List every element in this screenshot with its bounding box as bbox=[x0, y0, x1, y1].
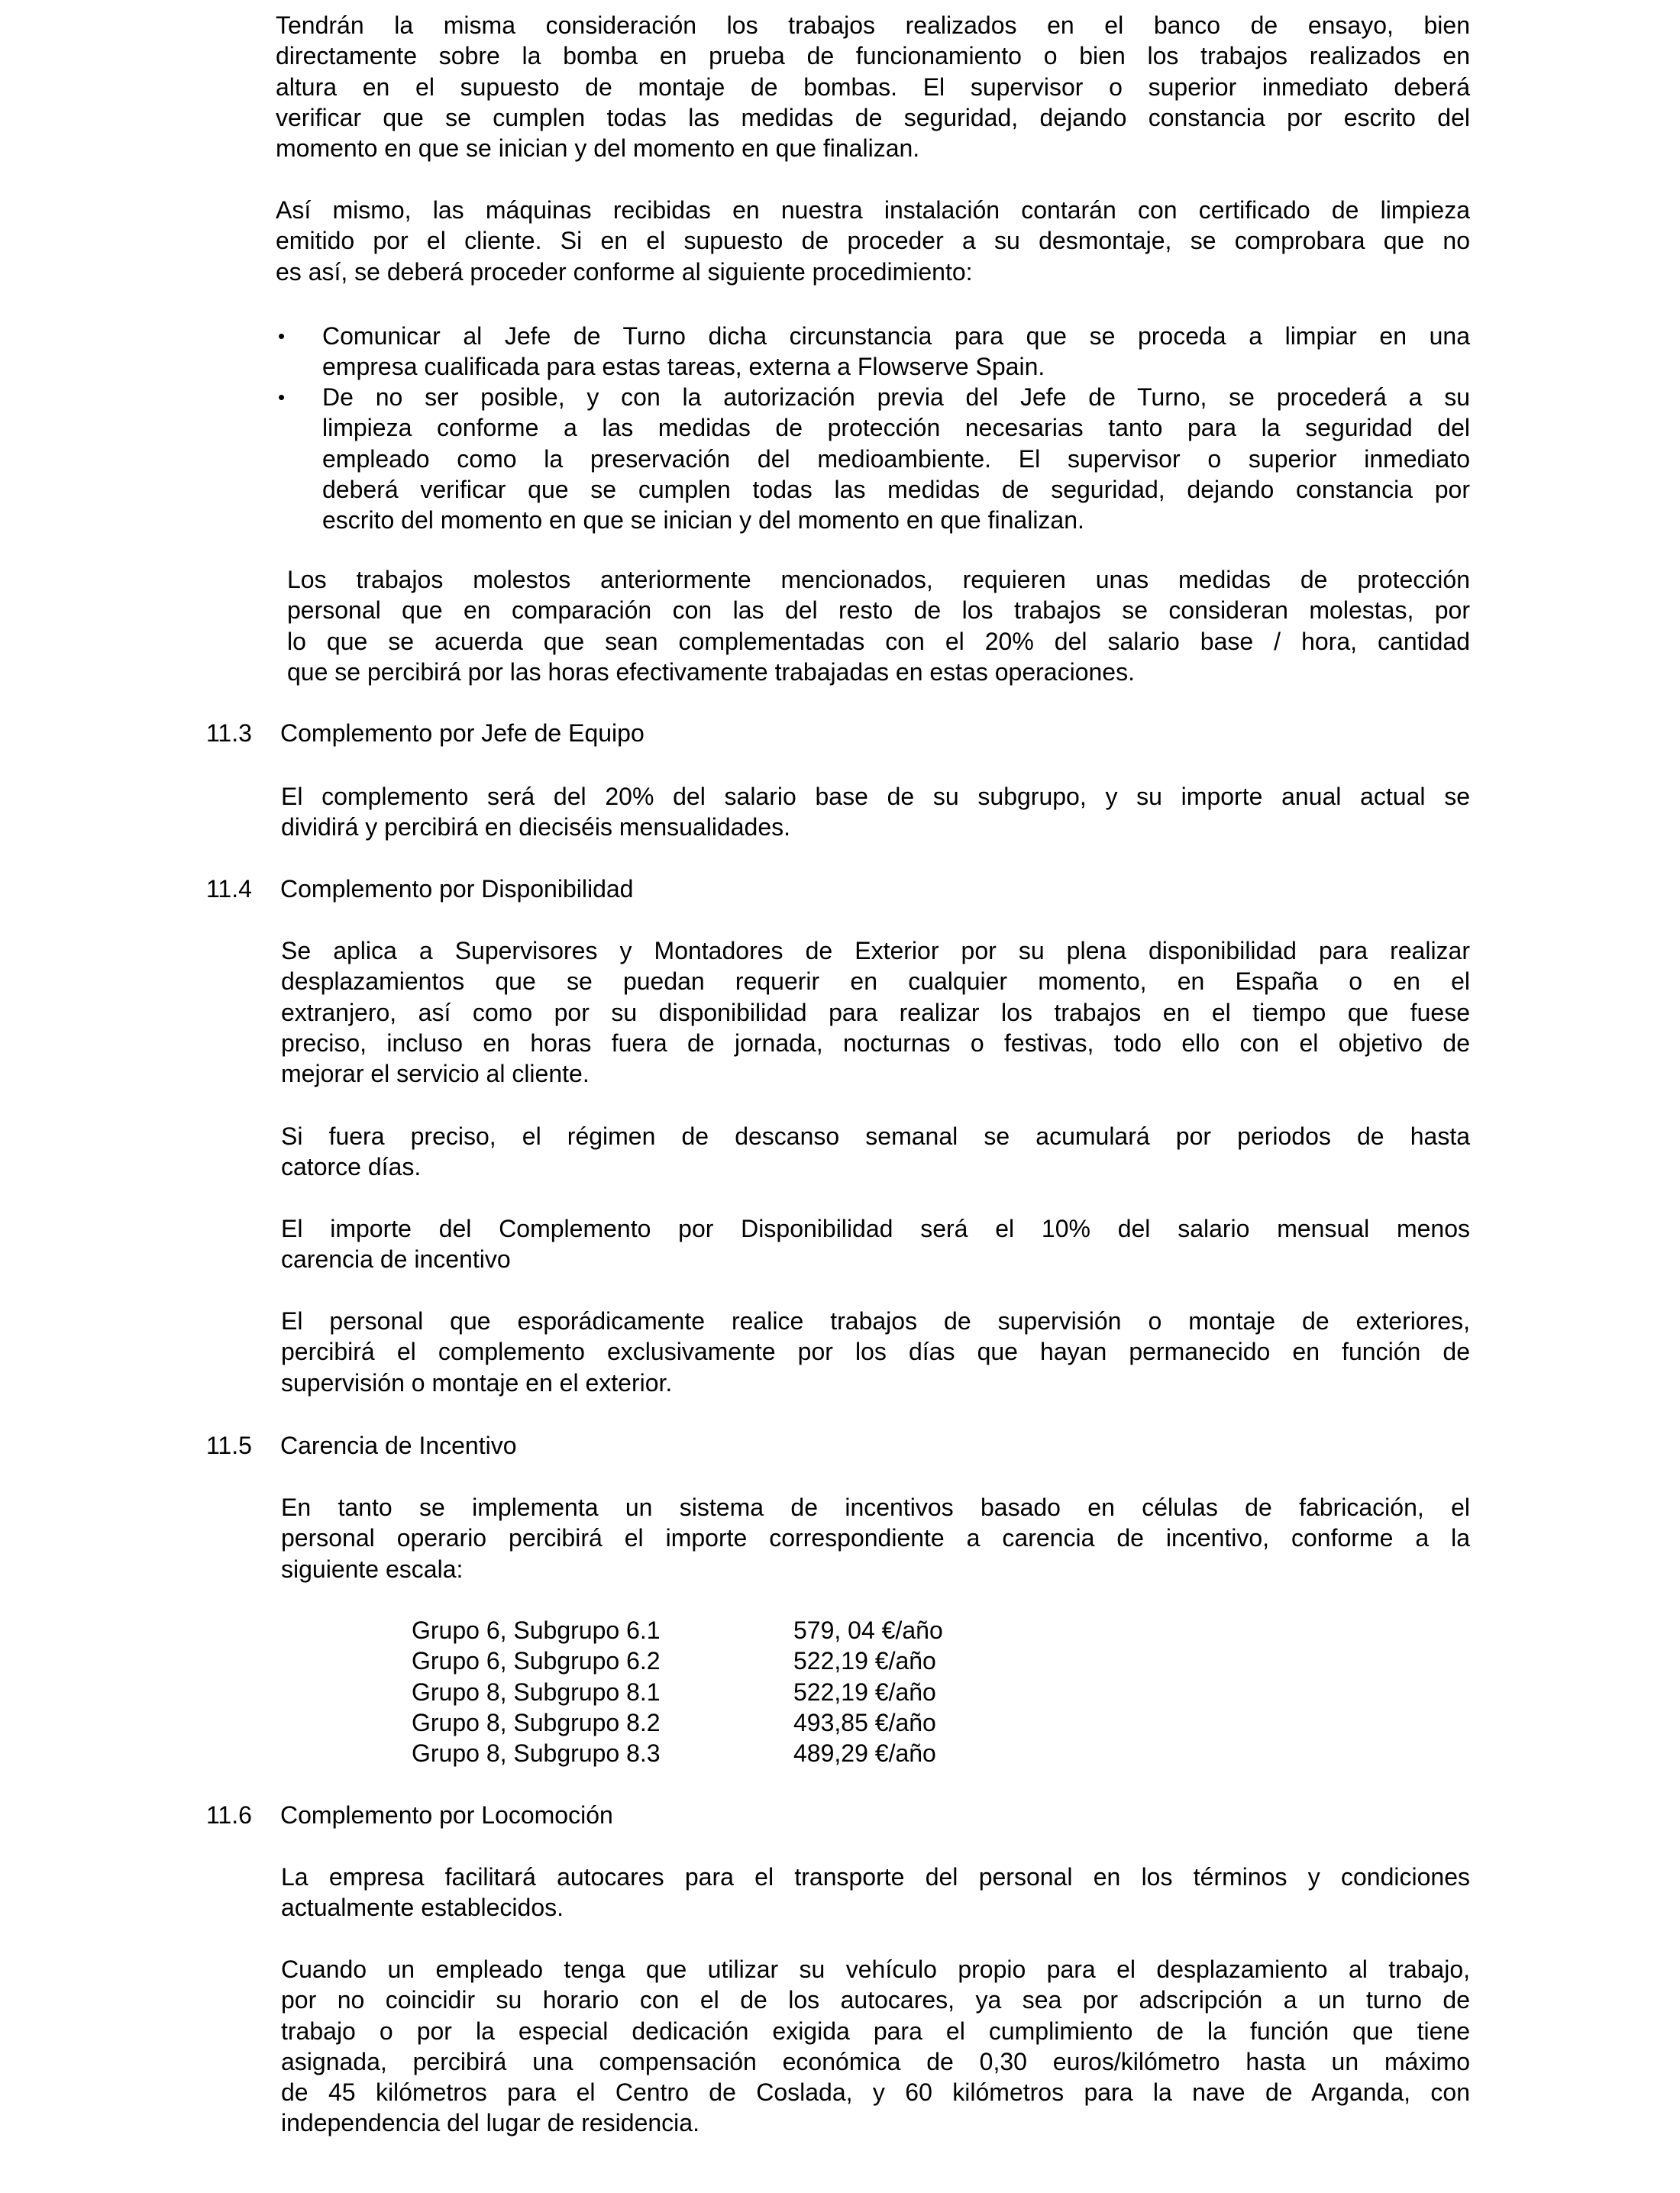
table-row bbox=[412, 1707, 1023, 1738]
subgroup-label: Grupo 6, Subgrupo 6.2 bbox=[412, 1647, 661, 1675]
amount-value: 489,29 €/año bbox=[793, 1739, 936, 1768]
text-line: Tendrán la misma consideración los trabajos realizados en el banco de ensayo, bien bbox=[276, 11, 1470, 39]
paragraph-jefe-equipo bbox=[281, 781, 1470, 843]
section-number: 11.6 bbox=[206, 1801, 252, 1829]
text-line: que se percibirá por las horas efectivamente trabajadas en estas operaciones. bbox=[287, 657, 1135, 686]
text-line: Los trabajos molestos anteriormente mencionados, requieren unas medidas de protección bbox=[287, 566, 1470, 593]
text-line: mejorar el servicio al cliente. bbox=[281, 1060, 590, 1088]
text-line: momento en que se inician y del momento en que finalizan. bbox=[276, 134, 920, 163]
bullet-item-comunicar bbox=[322, 321, 1470, 383]
subgroup-label: Grupo 8, Subgrupo 8.2 bbox=[412, 1708, 661, 1736]
text-line: es así, se deberá proceder conforme al siguiente procedimiento: bbox=[276, 257, 973, 286]
text-line: dividirá y percibirá en dieciséis mensualidades. bbox=[281, 813, 790, 841]
text-line: La empresa facilitará autocares para el transporte del personal en los términos y condiciones bbox=[281, 1863, 1470, 1891]
amount-value: 579, 04 €/año bbox=[793, 1616, 943, 1644]
table-row bbox=[412, 1677, 1023, 1707]
table-row bbox=[412, 1615, 1023, 1646]
amount-value: 522,19 €/año bbox=[793, 1678, 936, 1706]
text-line: empleado como la preservación del medioambiente. El supervisor o superior inmediato bbox=[322, 444, 1470, 473]
text-line: En tanto se implementa un sistema de incentivos basado en células de fabricación, el bbox=[281, 1494, 1470, 1521]
bullet-item-limpieza bbox=[322, 382, 1470, 535]
paragraph-maquinas-certificado bbox=[276, 195, 1470, 287]
text-line: por no coincidir su horario con el de los autocares, ya sea por adscripción a un turno de bbox=[281, 1986, 1470, 2014]
text-line: asignada, percibirá una compensación económica de 0,30 euros/kilómetro hasta un máximo bbox=[281, 2047, 1470, 2075]
paragraph-carencia-incentivo bbox=[281, 1492, 1470, 1584]
text-line: Así mismo, las máquinas recibidas en nuestra instalación contarán con certificado de limpieza bbox=[276, 196, 1470, 224]
text-line: El importe del Complemento por Disponibilidad será el 10% del salario mensual menos bbox=[281, 1215, 1470, 1242]
bullet-icon: • bbox=[278, 386, 286, 409]
paragraph-disponibilidad-3 bbox=[281, 1213, 1470, 1275]
paragraph-trabajos-molestos bbox=[287, 564, 1470, 687]
text-line: supervisión o montaje en el exterior. bbox=[281, 1368, 673, 1397]
section-title: Complemento por Disponibilidad bbox=[280, 875, 634, 903]
text-line: personal que en comparación con las del resto de los trabajos se consideran molestas, por bbox=[287, 596, 1470, 625]
incentive-scale-table bbox=[412, 1615, 1023, 1768]
subgroup-label: Grupo 8, Subgrupo 8.1 bbox=[412, 1678, 661, 1706]
text-line: carencia de incentivo bbox=[281, 1245, 511, 1274]
text-line: emitido por el cliente. Si en el supuesto de proceder a su desmontaje, se comprobara que no bbox=[276, 227, 1470, 255]
text-line: lo que se acuerda que sean complementadas con el 20% del salario base / hora, cantidad bbox=[287, 627, 1470, 655]
text-line: preciso, incluso en horas fuera de jornada, nocturnas o festivas, todo ello con el objetivo de bbox=[281, 1029, 1470, 1057]
paragraph-disponibilidad-2 bbox=[281, 1121, 1470, 1183]
paragraph-vehiculo-propio bbox=[281, 1954, 1470, 2139]
section-number: 11.4 bbox=[206, 875, 252, 903]
text-line: siguiente escala: bbox=[281, 1555, 464, 1583]
text-line: empresa cualificada para estas tareas, externa a Flowserve Spain. bbox=[322, 353, 1045, 381]
text-line: El complemento será del 20% del salario base de su subgrupo, y su importe anual actual se bbox=[281, 783, 1470, 810]
text-line: personal operario percibirá el importe correspondiente a carencia de incentivo, conforme a la bbox=[281, 1524, 1470, 1552]
paragraph-autocares bbox=[281, 1862, 1470, 1923]
text-line: extranjero, así como por su disponibilidad para realizar los trabajos en el tiempo que fuese bbox=[281, 998, 1470, 1026]
text-line: percibirá el complemento exclusivamente por los días que hayan permanecido en función de bbox=[281, 1338, 1470, 1366]
paragraph-trabajos-banco-ensayo bbox=[276, 10, 1470, 163]
subgroup-label: Grupo 6, Subgrupo 6.1 bbox=[412, 1616, 661, 1644]
table-row bbox=[412, 1646, 1023, 1676]
amount-value: 493,85 €/año bbox=[793, 1708, 936, 1736]
section-number: 11.5 bbox=[206, 1432, 252, 1459]
text-line: independencia del lugar de residencia. bbox=[281, 2109, 699, 2137]
text-line: limpieza conforme a las medidas de protección necesarias tanto para la seguridad del bbox=[322, 414, 1470, 442]
amount-value: 522,19 €/año bbox=[793, 1647, 936, 1675]
section-title: Carencia de Incentivo bbox=[280, 1432, 517, 1459]
text-line: Se aplica a Supervisores y Montadores de Exterior por su plena disponibilidad para realizar bbox=[281, 937, 1470, 964]
text-line: Cuando un empleado tenga que utilizar su vehículo propio para el desplazamiento al trabajo, bbox=[281, 1956, 1470, 1983]
text-line: De no ser posible, y con la autorización previa del Jefe de Turno, se procederá a su bbox=[322, 383, 1470, 411]
text-line: directamente sobre la bomba en prueba de funcionamiento o bien los trabajos realizados en bbox=[276, 42, 1470, 70]
text-line: Comunicar al Jefe de Turno dicha circunstancia para que se proceda a limpiar en una bbox=[322, 322, 1470, 350]
section-number: 11.3 bbox=[206, 719, 252, 747]
text-line: deberá verificar que se cumplen todas las medidas de seguridad, dejando constancia por bbox=[322, 475, 1470, 503]
text-line: El personal que esporádicamente realice trabajos de supervisión o montaje de exteriores, bbox=[281, 1307, 1470, 1335]
bullet-icon: • bbox=[278, 325, 286, 347]
table-row bbox=[412, 1738, 1023, 1768]
text-line: de 45 kilómetros para el Centro de Coslada, y 60 kilómetros para la nave de Arganda, con bbox=[281, 2078, 1470, 2107]
section-title: Complemento por Locomoción bbox=[280, 1801, 613, 1829]
paragraph-disponibilidad-1 bbox=[281, 935, 1470, 1089]
section-title: Complemento por Jefe de Equipo bbox=[280, 719, 645, 747]
text-line: trabajo o por la especial dedicación exigida para el cumplimiento de la función que tiene bbox=[281, 2017, 1470, 2045]
text-line: catorce días. bbox=[281, 1153, 422, 1181]
text-line: desplazamientos que se puedan requerir en cualquier momento, en España o en el bbox=[281, 967, 1470, 996]
text-line: verificar que se cumplen todas las medidas de seguridad, dejando constancia por escrito del bbox=[276, 103, 1470, 131]
text-line: actualmente establecidos. bbox=[281, 1894, 564, 1922]
text-line: escrito del momento en que se inician y del momento en que finalizan. bbox=[322, 506, 1084, 535]
text-line: Si fuera preciso, el régimen de descanso semanal se acumulará por periodos de hasta bbox=[281, 1122, 1470, 1150]
text-line: altura en el supuesto de montaje de bombas. El supervisor o superior inmediato deberá bbox=[276, 73, 1470, 101]
subgroup-label: Grupo 8, Subgrupo 8.3 bbox=[412, 1739, 661, 1768]
paragraph-disponibilidad-4 bbox=[281, 1306, 1470, 1398]
